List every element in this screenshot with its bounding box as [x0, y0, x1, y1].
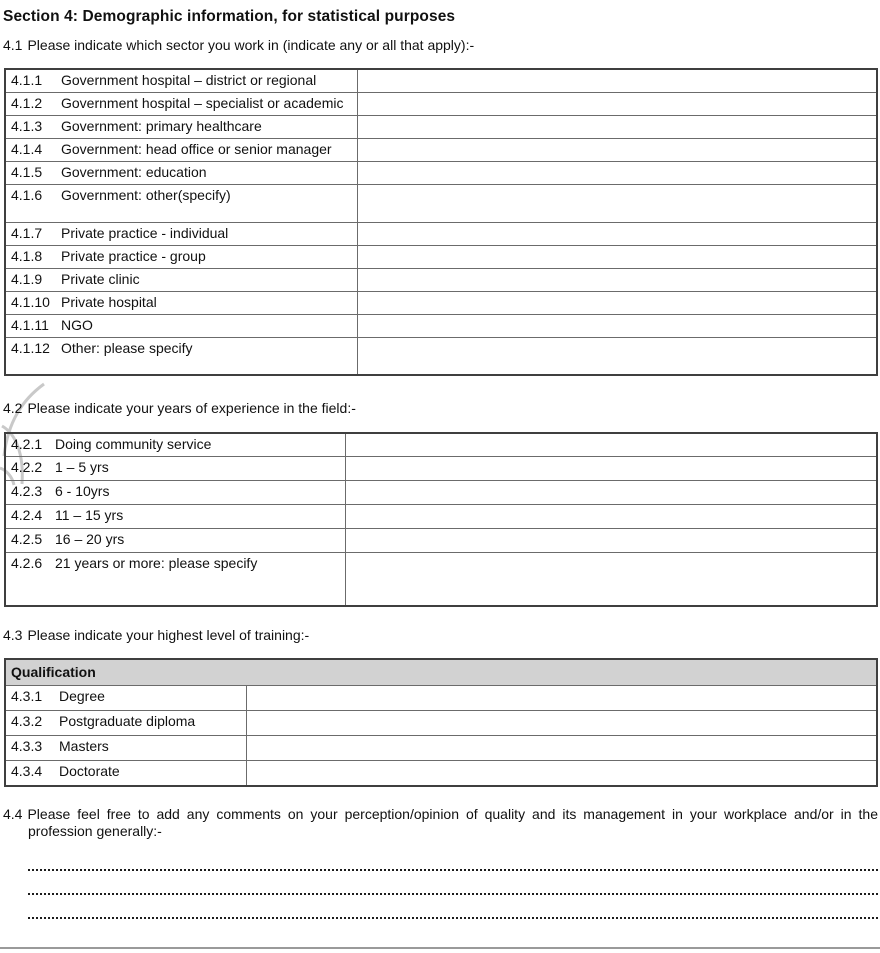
option-label: Masters [59, 738, 109, 755]
option-label-cell [5, 314, 357, 337]
table-row [5, 686, 877, 711]
table-row [5, 529, 877, 553]
option-number: 4.3.2 [11, 713, 43, 730]
answer-cell[interactable] [246, 686, 877, 711]
answer-cell[interactable] [357, 314, 877, 337]
question-4-3 [3, 627, 878, 644]
comment-line[interactable] [28, 847, 878, 871]
option-label-cell [5, 686, 246, 711]
option-label-cell [5, 161, 357, 184]
table-row [5, 761, 877, 786]
question-number: 4.2 [3, 400, 23, 417]
option-number: 4.3.4 [11, 763, 43, 780]
answer-cell[interactable] [357, 92, 877, 115]
comment-line[interactable] [28, 895, 878, 919]
option-label-cell [5, 505, 345, 529]
option-label: 6 - 10yrs [55, 483, 110, 500]
option-label: Private practice - individual [61, 224, 229, 241]
option-label: Government: education [61, 163, 207, 180]
option-number: 4.1.12 [11, 339, 50, 356]
table-row [5, 433, 877, 457]
answer-cell[interactable] [246, 736, 877, 761]
sector-table [4, 68, 878, 376]
option-label-cell [5, 138, 357, 161]
option-label: Doing community service [55, 435, 212, 452]
option-number: 4.3.1 [11, 688, 43, 705]
question-text: Please feel free to add any comments on your perception/opinion of quality and its management in your workplace and/or in the profession generally:- [27, 805, 878, 839]
answer-cell[interactable] [345, 457, 877, 481]
answer-cell[interactable] [345, 481, 877, 505]
question-text: Please indicate your years of experience in the field:- [27, 400, 356, 417]
answer-cell[interactable] [246, 711, 877, 736]
option-label: NGO [61, 316, 93, 333]
option-label-cell [5, 69, 357, 92]
option-number: 4.1.9 [11, 270, 43, 287]
qualification-header: Qualification [5, 659, 877, 686]
option-number: 4.1.10 [11, 293, 50, 310]
table-row [5, 314, 877, 337]
option-number: 4.2.1 [11, 435, 43, 452]
table-row [5, 184, 877, 222]
option-number: 4.1.4 [11, 140, 43, 157]
option-label-cell [5, 222, 357, 245]
table-row [5, 268, 877, 291]
option-number: 4.1.1 [11, 72, 43, 89]
option-label: Private hospital [61, 293, 157, 310]
question-4-4 [3, 806, 878, 840]
option-label: 1 – 5 yrs [55, 459, 109, 476]
answer-cell[interactable] [246, 761, 877, 786]
table-row [5, 161, 877, 184]
table-row [5, 222, 877, 245]
option-label: Government: other(specify) [61, 186, 231, 203]
answer-cell[interactable] [345, 553, 877, 606]
option-label-cell [5, 291, 357, 314]
form-page [0, 8, 880, 919]
comment-line[interactable] [28, 871, 878, 895]
table-row [5, 138, 877, 161]
answer-cell[interactable] [357, 291, 877, 314]
question-4-2 [3, 400, 878, 417]
table-row [5, 69, 877, 92]
option-number: 4.1.6 [11, 186, 43, 203]
table-row [5, 92, 877, 115]
option-number: 4.1.2 [11, 94, 43, 111]
option-number: 4.2.5 [11, 531, 43, 548]
qualification-header-row [5, 659, 877, 686]
option-label: Private practice - group [61, 247, 206, 264]
table-row [5, 553, 877, 606]
answer-cell[interactable] [345, 433, 877, 457]
answer-cell[interactable] [357, 138, 877, 161]
table-row [5, 505, 877, 529]
option-number: 4.1.5 [11, 163, 43, 180]
option-number: 4.1.11 [11, 316, 49, 333]
option-number: 4.1.8 [11, 247, 43, 264]
option-label: 16 – 20 yrs [55, 531, 125, 548]
answer-cell[interactable] [357, 161, 877, 184]
option-label-cell [5, 337, 357, 375]
section-title: Section 4: Demographic information, for statistical purposes [3, 8, 456, 25]
option-label-cell [5, 736, 246, 761]
option-label-cell [5, 529, 345, 553]
option-label: Doctorate [59, 763, 120, 780]
table-row [5, 245, 877, 268]
option-label-cell [5, 761, 246, 786]
answer-cell[interactable] [357, 184, 877, 222]
option-label: Degree [59, 688, 105, 705]
answer-cell[interactable] [357, 245, 877, 268]
qualification-table [4, 658, 878, 787]
question-text: Please indicate your highest level of training:- [27, 626, 310, 643]
option-number: 4.2.4 [11, 507, 43, 524]
option-label: Government: head office or senior manager [61, 140, 332, 157]
option-label: Other: please specify [61, 339, 193, 356]
comments-area [3, 847, 878, 919]
option-number: 4.3.3 [11, 738, 43, 755]
page-bottom-rule [0, 947, 880, 949]
table-row [5, 291, 877, 314]
option-number: 4.1.3 [11, 117, 43, 134]
option-label: Private clinic [61, 270, 140, 287]
table-row [5, 457, 877, 481]
option-label-cell [5, 92, 357, 115]
option-label: Government hospital – district or regional [61, 72, 317, 89]
answer-cell[interactable] [357, 337, 877, 375]
answer-cell[interactable] [345, 529, 877, 553]
option-number: 4.1.7 [11, 224, 43, 241]
question-number: 4.3 [3, 626, 23, 643]
table-row [5, 711, 877, 736]
question-number: 4.1 [3, 37, 23, 53]
option-label-cell [5, 184, 357, 222]
question-4-1 [3, 37, 878, 54]
option-number: 4.2.2 [11, 459, 43, 476]
answer-cell[interactable] [357, 69, 877, 92]
option-label: Government hospital – specialist or academic [61, 94, 344, 111]
table-row [5, 115, 877, 138]
option-label-cell [5, 115, 357, 138]
table-row [5, 736, 877, 761]
option-label: Postgraduate diploma [59, 713, 196, 730]
table-row [5, 337, 877, 375]
question-number: 4.4 [3, 805, 23, 822]
option-label-cell [5, 711, 246, 736]
answer-cell[interactable] [357, 268, 877, 291]
option-label-cell [5, 268, 357, 291]
option-label-cell [5, 553, 345, 606]
question-text: Please indicate which sector you work in (indicate any or all that apply):- [27, 37, 475, 53]
option-number: 4.2.3 [11, 483, 43, 500]
option-label-cell [5, 433, 345, 457]
option-label-cell [5, 245, 357, 268]
option-label: 11 – 15 yrs [55, 507, 124, 524]
option-label-cell [5, 481, 345, 505]
option-label-cell [5, 457, 345, 481]
option-label: 21 years or more: please specify [55, 555, 258, 572]
answer-cell[interactable] [357, 115, 877, 138]
answer-cell[interactable] [357, 222, 877, 245]
option-label: Government: primary healthcare [61, 117, 262, 134]
experience-table [4, 432, 878, 607]
answer-cell[interactable] [345, 505, 877, 529]
option-number: 4.2.6 [11, 555, 43, 572]
table-row [5, 481, 877, 505]
